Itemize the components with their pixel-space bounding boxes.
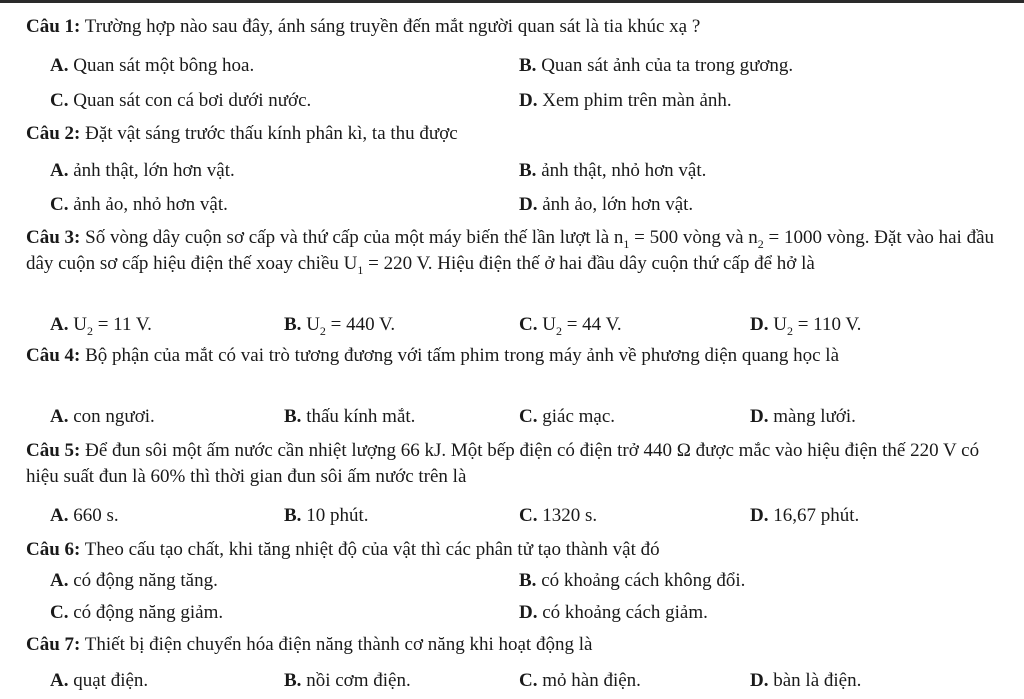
q2-option-b-text: ảnh thật, nhỏ hơn vật. [541,160,707,181]
q5-option-a-letter: A. [50,505,69,526]
q3-option-b-post: = 440 V. [325,314,396,335]
q1-option-a-text: Quan sát một bông hoa. [73,55,255,76]
q3-option-d-pre: U [773,314,787,335]
q1-option-c [50,88,311,114]
q6-option-b [519,568,745,594]
q5-option-d [750,503,859,529]
q6-option-c-letter: C. [50,602,69,623]
question-7-label: Câu 7: [26,634,81,655]
question-3-sub-3: 1 [357,262,364,277]
q2-option-c-letter: C. [50,194,69,215]
q3-option-a-sub: 2 [86,323,93,338]
q5-option-a-text: 660 s. [73,505,119,526]
question-4 [26,343,1011,369]
question-6-text: Theo cấu tạo chất, khi tăng nhiệt độ của vật thì các phân tử tạo thành vật đó [84,539,660,560]
question-4-label: Câu 4: [26,345,81,366]
q4-option-b-letter: B. [284,406,302,427]
q4-option-b [284,404,415,430]
q2-option-d [519,192,693,218]
q2-option-c [50,192,228,218]
q6-option-b-letter: B. [519,570,537,591]
q3-option-a-pre: U [73,314,87,335]
question-7-text: Thiết bị điện chuyển hóa điện năng thành cơ năng khi hoạt động là [84,634,593,655]
q7-option-a [50,668,148,694]
question-2-label: Câu 2: [26,123,81,144]
q1-option-d [519,88,732,114]
question-2-text: Đặt vật sáng trước thấu kính phân kì, ta thu được [85,123,458,144]
q3-option-c-sub: 2 [555,323,562,338]
question-1 [26,14,1011,40]
q6-option-a [50,568,218,594]
q4-option-d-letter: D. [750,406,769,427]
q2-option-a-letter: A. [50,160,69,181]
q4-option-a-text: con ngươi. [73,406,155,427]
q3-option-a [50,312,152,338]
q3-option-c-post: = 44 V. [561,314,622,335]
question-7 [26,632,1011,658]
q4-option-c [519,404,615,430]
q3-option-d [750,312,861,338]
q5-option-c-letter: C. [519,505,538,526]
q5-option-d-letter: D. [750,505,769,526]
question-5 [26,438,1011,490]
q2-option-c-text: ảnh ảo, nhỏ hơn vật. [73,194,228,215]
q4-option-a-letter: A. [50,406,69,427]
question-6 [26,537,1011,563]
q3-option-a-letter: A. [50,314,69,335]
q1-option-b-letter: B. [519,55,537,76]
q1-option-b-text: Quan sát ảnh của ta trong gương. [541,55,794,76]
q3-option-b-sub: 2 [319,323,326,338]
question-1-label: Câu 1: [26,16,81,37]
q3-option-d-post: = 110 V. [792,314,862,335]
q4-option-c-text: giác mạc. [542,406,616,427]
q7-option-a-text: quạt điện. [73,670,149,691]
q3-option-c-pre: U [542,314,556,335]
q6-option-d-letter: D. [519,602,538,623]
question-3-text-a: Số vòng dây cuộn sơ cấp và thứ cấp của một máy biến thế lần lượt là n [85,227,624,248]
q4-option-b-text: thấu kính mắt. [306,406,416,427]
question-3-text-c: = 1000 vòng. Đặt vào hai đầu dây cuộn sơ cấp hiệu điện thế xoay chiều U [26,227,995,274]
q6-option-c-text: có động năng giảm. [73,602,224,623]
q1-option-d-text: Xem phim trên màn ảnh. [542,90,732,111]
q1-option-a [50,53,254,79]
q2-option-b-letter: B. [519,160,537,181]
question-5-label: Câu 5: [26,440,81,461]
q5-option-b-letter: B. [284,505,302,526]
q4-option-c-letter: C. [519,406,538,427]
q3-option-a-post: = 11 V. [92,314,152,335]
q2-option-d-letter: D. [519,194,538,215]
q1-option-d-letter: D. [519,90,538,111]
q3-option-d-letter: D. [750,314,769,335]
q7-option-c-letter: C. [519,670,538,691]
q7-option-b-text: nồi cơm điện. [306,670,411,691]
q7-option-c-text: mỏ hàn điện. [542,670,641,691]
question-3-text-b: = 500 vòng và n [629,227,758,248]
question-1-text: Trường hợp nào sau đây, ánh sáng truyền đến mắt người quan sát là tia khúc xạ ? [84,16,701,37]
q3-option-c [519,312,622,338]
q6-option-d [519,600,708,626]
q4-option-a [50,404,155,430]
q3-option-b-letter: B. [284,314,302,335]
q7-option-d-letter: D. [750,670,769,691]
q5-option-a [50,503,119,529]
question-4-text: Bộ phận của mắt có vai trò tương đương với tấm phim trong máy ảnh về phương diện quang học là [85,345,840,366]
q5-option-c-text: 1320 s. [542,505,598,526]
q7-option-a-letter: A. [50,670,69,691]
q2-option-a-text: ảnh thật, lớn hơn vật. [73,160,235,181]
q3-option-c-letter: C. [519,314,538,335]
question-5-text: Để đun sôi một ấm nước cần nhiệt lượng 66 kJ. Một bếp điện có điện trở 440 Ω được mắc vào hiệu điện thế 220 V có hiệu suất đun là 60% thì thời gian đun sôi ấm nước trên là [26,440,980,487]
q2-option-b [519,158,706,184]
q6-option-b-text: có khoảng cách không đổi. [541,570,746,591]
q3-option-b-pre: U [306,314,320,335]
q7-option-b-letter: B. [284,670,302,691]
q6-option-a-text: có động năng tăng. [73,570,218,591]
q2-option-a [50,158,235,184]
q7-option-c [519,668,641,694]
q5-option-c [519,503,597,529]
question-3-sub-1: 1 [623,236,630,251]
q6-option-c [50,600,223,626]
q5-option-b [284,503,368,529]
question-3-label: Câu 3: [26,227,81,248]
question-2 [26,121,1011,147]
q7-option-b [284,668,411,694]
question-3 [26,225,1011,277]
q1-option-b [519,53,793,79]
q4-option-d [750,404,856,430]
q5-option-b-text: 10 phút. [306,505,369,526]
q1-option-c-letter: C. [50,90,69,111]
q4-option-d-text: màng lưới. [773,406,856,427]
q6-option-a-letter: A. [50,570,69,591]
q5-option-d-text: 16,67 phút. [773,505,860,526]
q3-option-d-sub: 2 [786,323,793,338]
q1-option-c-text: Quan sát con cá bơi dưới nước. [73,90,312,111]
q2-option-d-text: ảnh ảo, lớn hơn vật. [542,194,694,215]
q7-option-d [750,668,861,694]
top-edge-line [0,0,1024,3]
question-3-sub-2: 2 [757,236,764,251]
q7-option-d-text: bàn là điện. [773,670,862,691]
question-6-label: Câu 6: [26,539,81,560]
q6-option-d-text: có khoảng cách giảm. [542,602,708,623]
q1-option-a-letter: A. [50,55,69,76]
question-3-text-d: = 220 V. Hiệu điện thế ở hai đầu dây cuộn thứ cấp để hở là [363,253,815,274]
q3-option-b [284,312,395,338]
